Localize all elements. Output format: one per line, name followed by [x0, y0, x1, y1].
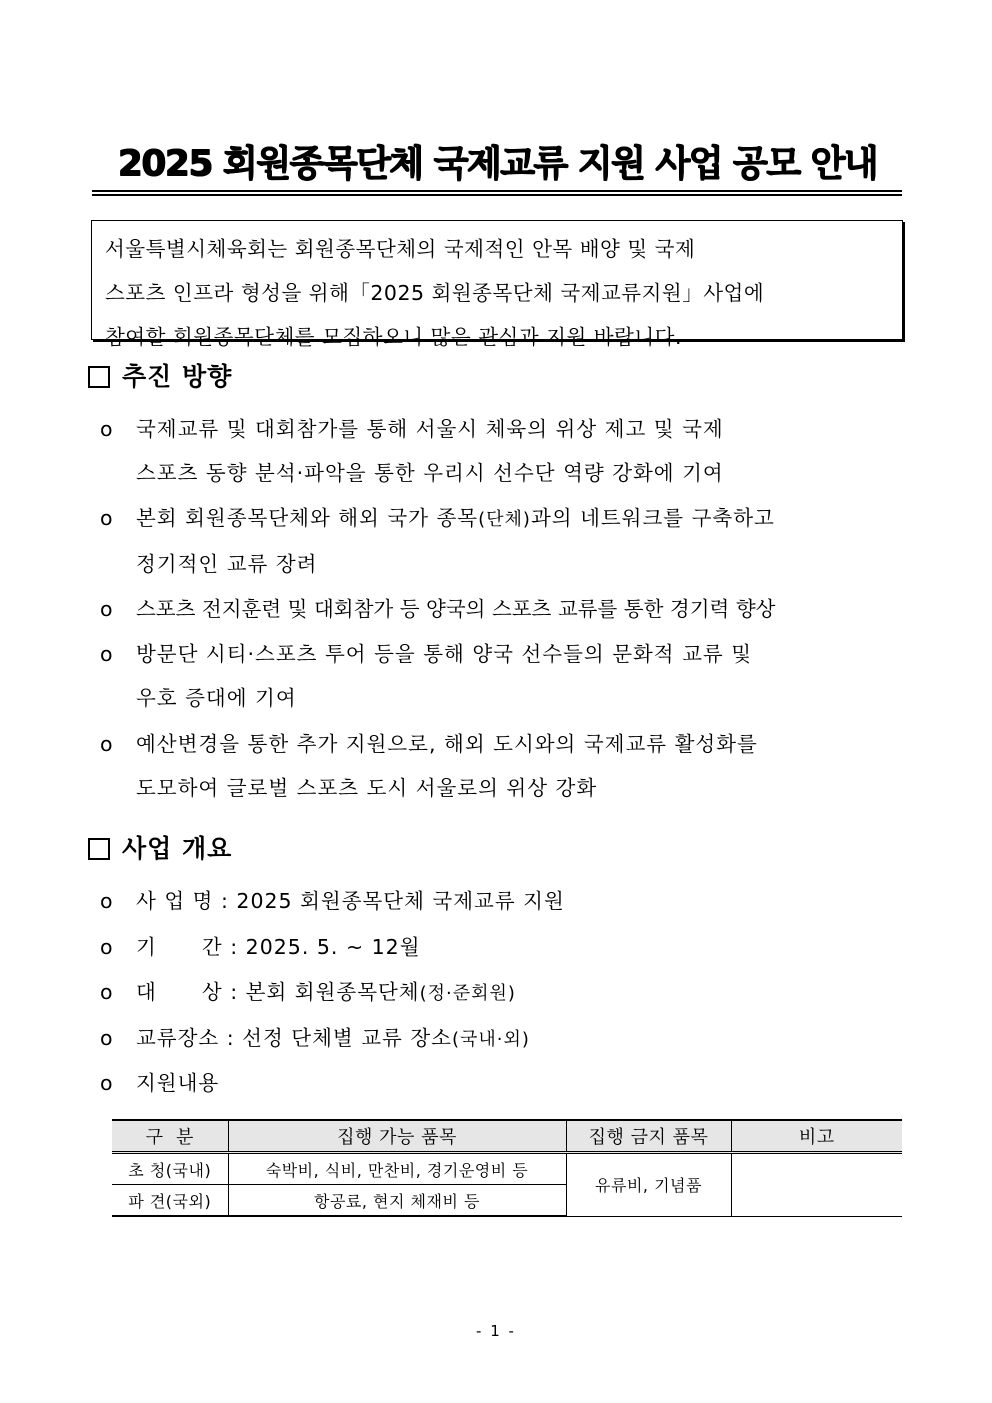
overview-item [100, 970, 516, 1016]
table-header-note: 비고 [731, 1120, 902, 1153]
intro-line-1: 서울특별시체육회는 회원종목단체의 국제적인 안목 배양 및 국제 [105, 237, 696, 261]
bullet-circle-icon: o [100, 980, 114, 1004]
overview-sep: : [213, 889, 237, 913]
section-title: 추진 방향 [122, 362, 233, 391]
bullet-circle-icon: o [100, 506, 114, 530]
bullet-circle-icon: o [100, 889, 114, 913]
list-item-text: 본회 회원종목단체와 해외 국가 종목 [136, 506, 479, 530]
table-header-category: 구 분 [112, 1120, 228, 1153]
table-cell-allowed: 숙박비, 식비, 만찬비, 경기운영비 등 [228, 1153, 566, 1185]
overview-label: 기 간 [136, 935, 223, 959]
table-cell-prohibited: 유류비, 기념품 [566, 1153, 731, 1217]
overview-label: 사 업 명 [136, 889, 214, 913]
bullet-circle-icon: o [100, 642, 114, 666]
list-item-line: 스포츠 전지훈련 및 대회참가 등 양국의 스포츠 교류를 통한 경기력 향상 [136, 597, 776, 621]
overview-item [100, 879, 565, 923]
overview-item [100, 925, 421, 969]
list-item-line: 예산변경을 통한 추가 지원으로, 해외 도시와의 국제교류 활성화를 [136, 732, 758, 756]
list-item-line: 우호 증대에 기여 [136, 686, 297, 710]
bullet-circle-icon: o [100, 597, 114, 621]
overview-value: 2025 회원종목단체 국제교류 지원 [236, 889, 565, 913]
overview-value: 본회 회원종목단체 [245, 980, 420, 1004]
overview-paren: (국내·외) [451, 1029, 530, 1050]
list-item-paren: (단체) [478, 509, 531, 530]
intro-line-2: 스포츠 인프라 형성을 위해「2025 회원종목단체 국제교류지원」사업에 [105, 281, 765, 305]
page-title: 2025 회원종목단체 국제교류 지원 사업 공모 안내 [117, 143, 877, 184]
table-header-prohibited: 집행 금지 품목 [566, 1120, 731, 1153]
list-item-line: 스포츠 동향 분석·파악을 통한 우리시 선수단 역량 강화에 기여 [136, 461, 724, 485]
list-item-line: 정기적인 교류 장려 [136, 552, 318, 576]
bullet-circle-icon: o [100, 1026, 114, 1050]
list-item [100, 632, 910, 720]
checkbox-square-icon [88, 366, 110, 388]
intro-box [91, 220, 903, 349]
page-number: - 1 - [476, 1322, 516, 1340]
overview-label: 지원내용 [136, 1071, 220, 1095]
section-heading-direction [88, 357, 232, 397]
overview-item [100, 1016, 530, 1062]
table-cell-category: 초 청(국내) [112, 1153, 228, 1185]
list-item-line: 국제교류 및 대회참가를 통해 서울시 체육의 위상 제고 및 국제 [136, 417, 724, 441]
list-item-text: 과의 네트워크를 구축하고 [530, 506, 775, 530]
overview-value: 선정 단체별 교류 장소 [242, 1026, 452, 1050]
overview-sep: : [222, 935, 246, 959]
overview-sep: : [219, 1026, 243, 1050]
list-item-line: 도모하여 글로벌 스포츠 도시 서울로의 위상 강화 [136, 776, 598, 800]
table-row [112, 1153, 902, 1185]
table-cell-category: 파 견(국외) [112, 1185, 228, 1217]
list-item-line: 방문단 시티·스포츠 투어 등을 통해 양국 선수들의 문화적 교류 및 [136, 642, 753, 666]
bullet-circle-icon: o [100, 417, 114, 441]
list-item-line [136, 496, 910, 542]
list-item [100, 407, 910, 495]
list-item [100, 496, 910, 586]
overview-item [100, 1061, 219, 1105]
section-title: 사업 개요 [122, 834, 233, 863]
support-items-table [112, 1119, 902, 1217]
bullet-circle-icon: o [100, 1071, 114, 1095]
bullet-circle-icon: o [100, 732, 114, 756]
table-cell-note [731, 1153, 902, 1217]
overview-sep: : [222, 980, 246, 1004]
table-header-row [112, 1120, 902, 1153]
section-heading-overview [88, 829, 232, 869]
intro-line-3: 참여할 회원종목단체를 모집하오니 많은 관심과 지원 바랍니다. [105, 325, 682, 349]
title-underline [92, 190, 902, 196]
table-cell-allowed: 항공료, 현지 체재비 등 [228, 1185, 566, 1217]
bullet-circle-icon: o [100, 935, 114, 959]
overview-label: 대 상 [136, 980, 223, 1004]
overview-paren: (정·준회원) [419, 983, 516, 1004]
overview-value: 2025. 5. ~ 12월 [245, 935, 421, 959]
table-header-allowed: 집행 가능 품목 [228, 1120, 566, 1153]
list-item [100, 722, 910, 810]
checkbox-square-icon [88, 838, 110, 860]
overview-label: 교류장소 [136, 1026, 220, 1050]
list-item [100, 587, 910, 631]
